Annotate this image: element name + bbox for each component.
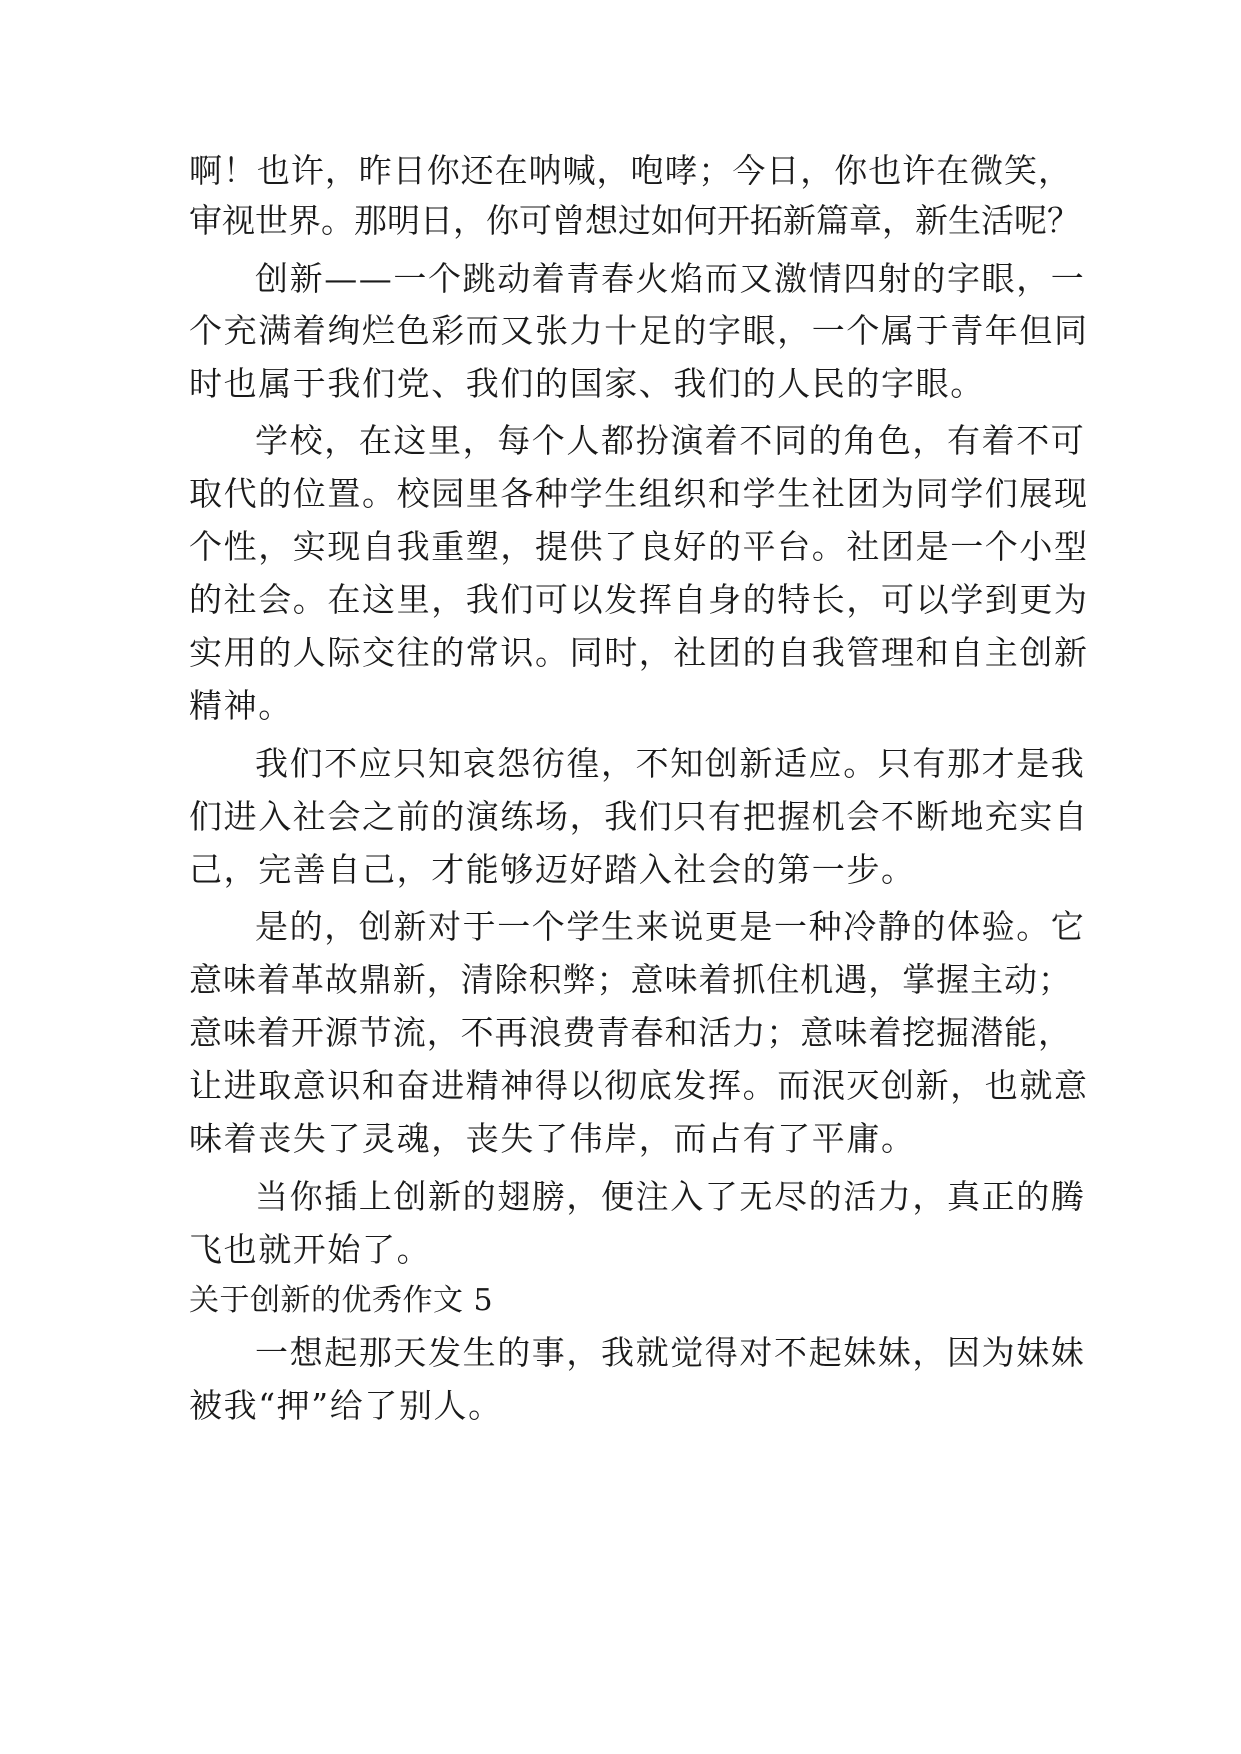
section-heading: 关于创新的优秀作文 5: [189, 1283, 494, 1318]
text-line: 让进取意识和奋进精神得以彻底发挥。而泯灭创新，也就意: [189, 1066, 1089, 1105]
text-line: 实用的人际交往的常识。同时，社团的自我管理和自主创新: [189, 633, 1089, 672]
text-line: 飞也就开始了。: [189, 1230, 432, 1269]
text-line: 是的，创新对于一个学生来说更是一种冷静的体验。它: [255, 907, 1086, 946]
text-line: 个充满着绚烂色彩而又张力十足的字眼，一个属于青年但同: [189, 311, 1089, 350]
text-line: 创新——一个跳动着青春火焰而又激情四射的字眼，一: [255, 259, 1086, 298]
text-line: 当你插上创新的翅膀，便注入了无尽的活力，真正的腾: [255, 1177, 1086, 1216]
text-line: 精神。: [189, 686, 293, 725]
text-line: 被我“押”给了别人。: [189, 1386, 503, 1425]
text-line: 己，完善自己，才能够迈好踏入社会的第一步。: [189, 850, 916, 889]
text-line: 一想起那天发生的事，我就觉得对不起妹妹，因为妹妹: [255, 1333, 1086, 1372]
text-line: 审视世界。那明日，你可曾想过如何开拓新篇章，新生活呢？: [189, 201, 1080, 240]
text-line: 味着丧失了灵魂，丧失了伟岸，而占有了平庸。: [189, 1119, 916, 1158]
text-line: 的社会。在这里，我们可以发挥自身的特长，可以学到更为: [189, 580, 1089, 619]
text-line: 时也属于我们党、我们的国家、我们的人民的字眼。: [189, 364, 985, 403]
text-line: 们进入社会之前的演练场，我们只有把握机会不断地充实自: [189, 797, 1089, 836]
text-line: 意味着革故鼎新，清除积弊；意味着抓住机遇，掌握主动；: [189, 960, 1071, 999]
text-line: 学校，在这里，每个人都扮演着不同的角色，有着不可: [255, 421, 1086, 460]
text-line: 个性，实现自我重塑，提供了良好的平台。社团是一个小型: [189, 527, 1089, 566]
text-line: 啊！也许，昨日你还在呐喊，咆哮；今日，你也许在微笑，: [189, 151, 1071, 190]
text-line: 意味着开源节流，不再浪费青春和活力；意味着挖掘潜能，: [189, 1013, 1071, 1052]
text-line: 取代的位置。校园里各种学生组织和学生社团为同学们展现: [189, 474, 1089, 513]
text-line: 我们不应只知哀怨彷徨，不知创新适应。只有那才是我: [255, 744, 1086, 783]
